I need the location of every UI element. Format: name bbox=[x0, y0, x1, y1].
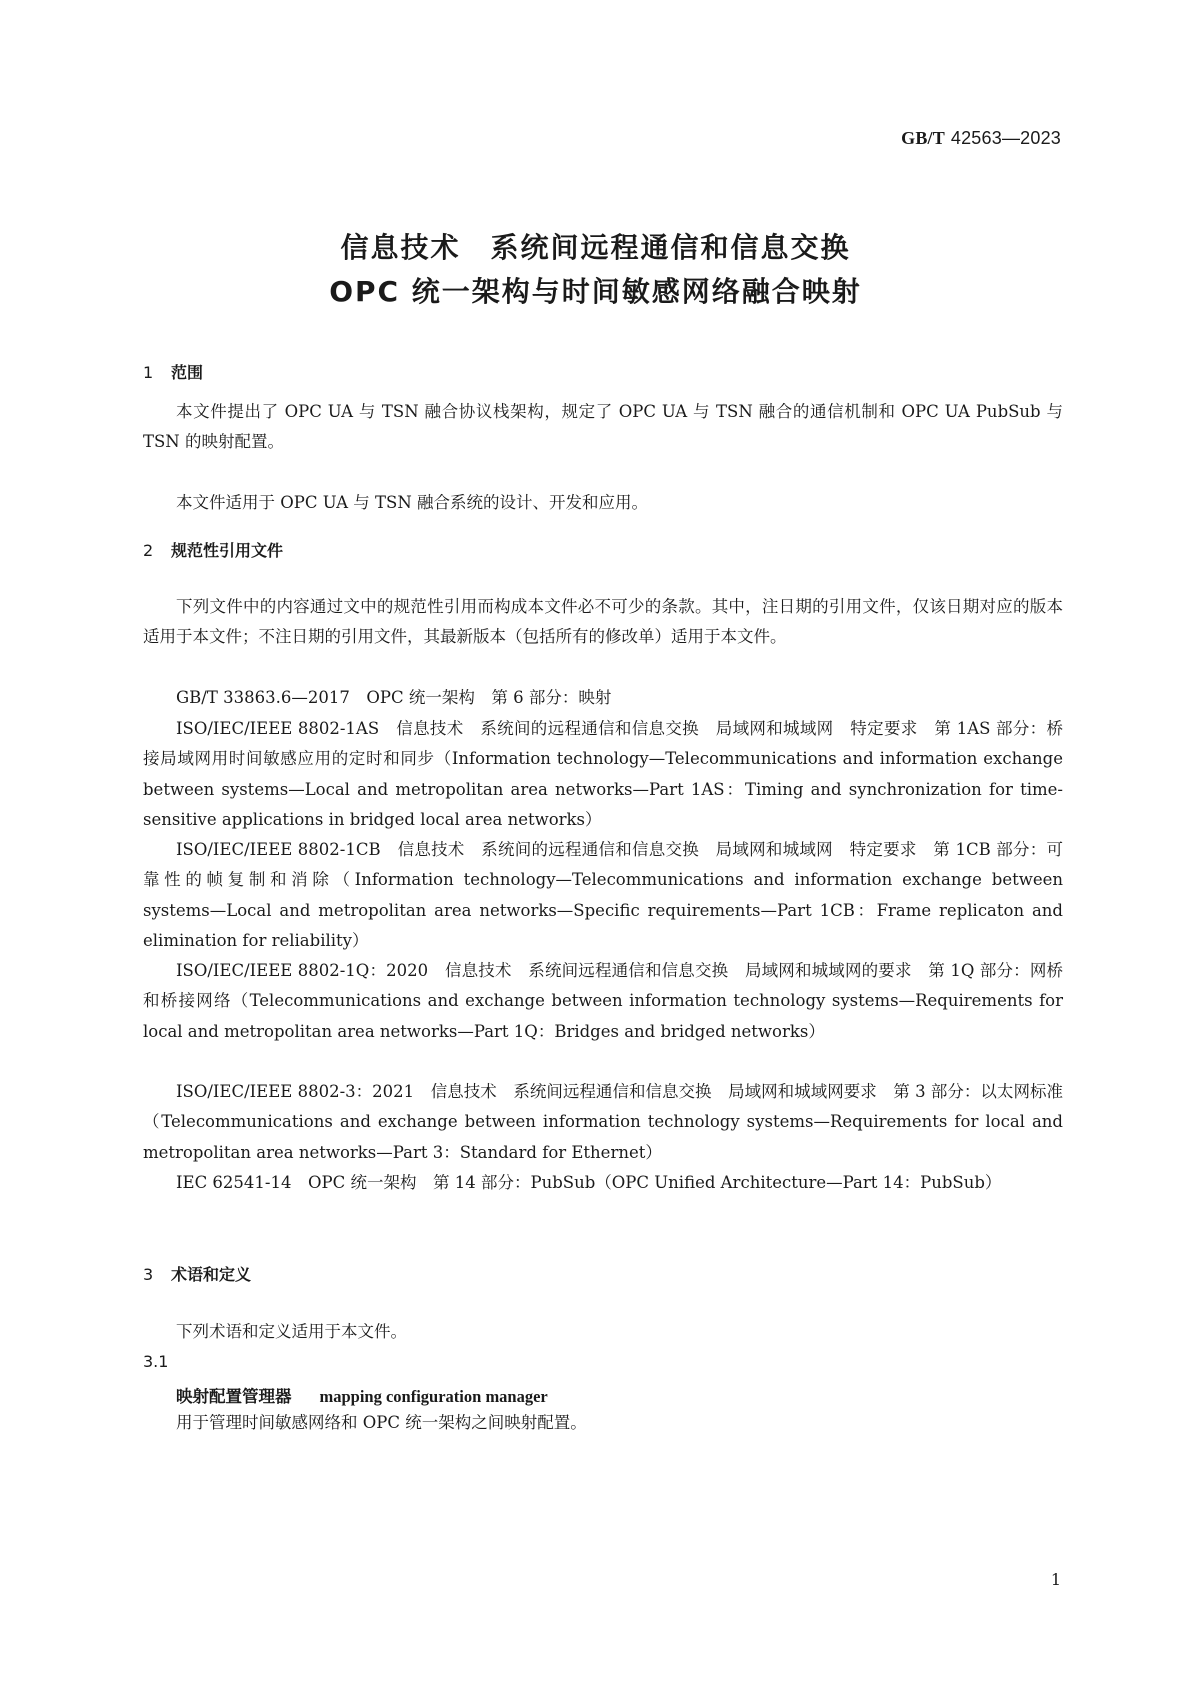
reference-8802-1as: ISO/IEC/IEEE 8802-1AS 信息技术 系统间的远程通信和信息交换 局域网和城域网 特定要求 第 1AS 部分：桥接局域网用时间敏感应用的定时和同步（Information technology—Telecommunications and information exchange between systems—Local and metropolitan area networks—Part 1AS：Timing and synchronization for time-sensitive applications in bridged local area networks） bbox=[143, 719, 1063, 829]
scope-paragraph-2: 本文件适用于 OPC UA 与 TSN 融合系统的设计、开发和应用。 bbox=[176, 493, 649, 512]
section-2-heading bbox=[143, 538, 283, 561]
document-title bbox=[0, 226, 1191, 314]
reference-gbt-33863-6: GB/T 33863.6—2017 OPC 统一架构 第 6 部分：映射 bbox=[176, 688, 612, 707]
term-definition: 用于管理时间敏感网络和 OPC 统一架构之间映射配置。 bbox=[176, 1413, 587, 1432]
section-3-heading bbox=[143, 1262, 251, 1285]
standard-number: 42563—2023 bbox=[950, 128, 1061, 148]
section-title: 范围 bbox=[171, 363, 204, 382]
standard-code bbox=[901, 128, 1061, 149]
reference-8802-3: ISO/IEC/IEEE 8802-3：2021 信息技术 系统间远程通信和信息交换 局域网和城域网要求 第 3 部分：以太网标准（Telecommunications and exchange between information technology systems—Requirements for local and metropolitan area networks—Part 3：Standard for Ethernet） bbox=[143, 1082, 1063, 1162]
term-english: mapping configuration manager bbox=[319, 1387, 548, 1406]
section-title: 规范性引用文件 bbox=[171, 541, 284, 560]
section-1-heading bbox=[143, 360, 203, 383]
term-number: 3.1 bbox=[143, 1352, 169, 1371]
reference-8802-1q: ISO/IEC/IEEE 8802-1Q：2020 信息技术 系统间远程通信和信息交换 局域网和城域网的要求 第 1Q 部分：网桥和桥接网络（Telecommunications and exchange between information technology systems—Requirements for local and metropolitan area networks—Part 1Q：Bridges and bridged networks） bbox=[143, 961, 1063, 1041]
normative-intro-paragraph: 下列文件中的内容通过文中的规范性引用而构成本文件必不可少的条款。其中，注日期的引用文件，仅该日期对应的版本适用于本文件；不注日期的引用文件，其最新版本（包括所有的修改单）适用于本文件。 bbox=[143, 597, 1063, 647]
section-number: 2 bbox=[143, 541, 154, 560]
section-number: 1 bbox=[143, 363, 154, 382]
term-entry bbox=[176, 1383, 548, 1407]
term-chinese: 映射配置管理器 bbox=[176, 1387, 292, 1406]
reference-8802-1cb: ISO/IEC/IEEE 8802-1CB 信息技术 系统间的远程通信和信息交换 局域网和城域网 特定要求 第 1CB 部分：可靠性的帧复制和消除（Information technology—Telecommunications and information exchange between systems—Local and metropolitan area networks—Specific requirements—Part 1CB：Frame replicaton and elimination for reliability） bbox=[143, 840, 1063, 950]
page-number: 1 bbox=[1050, 1570, 1061, 1589]
standard-prefix: GB/T bbox=[901, 128, 945, 148]
section-number: 3 bbox=[143, 1265, 154, 1284]
title-line-1: 信息技术 系统间远程通信和信息交换 bbox=[340, 231, 851, 264]
scope-paragraph-1: 本文件提出了 OPC UA 与 TSN 融合协议栈架构，规定了 OPC UA 与 TSN 融合的通信机制和 OPC UA PubSub 与 TSN 的映射配置。 bbox=[143, 402, 1063, 452]
title-line-2: OPC 统一架构与时间敏感网络融合映射 bbox=[329, 275, 862, 308]
section-title: 术语和定义 bbox=[171, 1265, 252, 1284]
terms-intro-paragraph: 下列术语和定义适用于本文件。 bbox=[176, 1322, 407, 1341]
reference-iec-62541-14: IEC 62541-14 OPC 统一架构 第 14 部分：PubSub（OPC Unified Architecture—Part 14：PubSub） bbox=[176, 1173, 1002, 1192]
